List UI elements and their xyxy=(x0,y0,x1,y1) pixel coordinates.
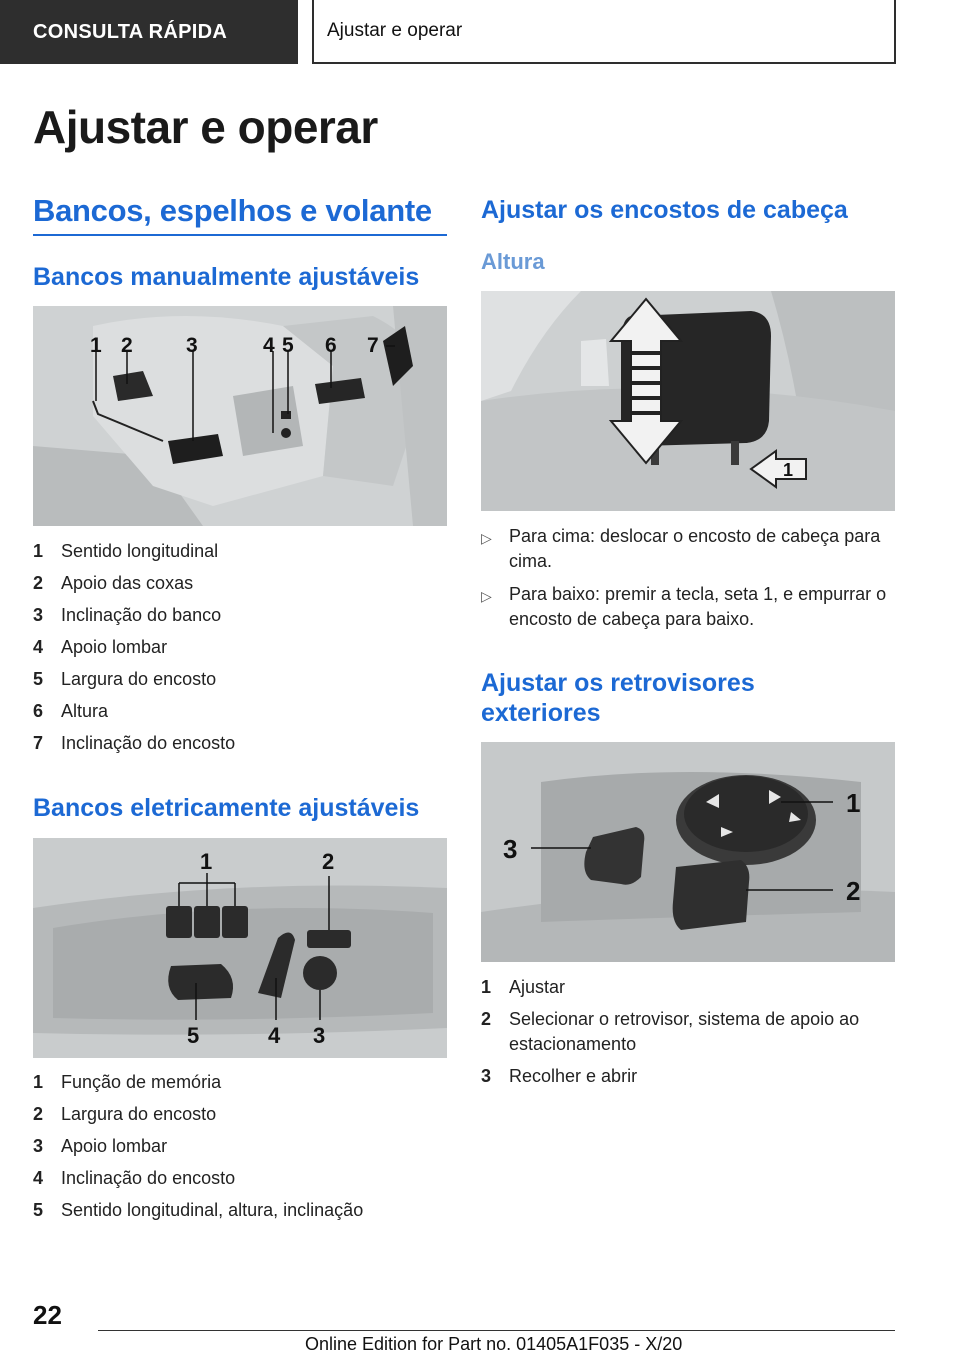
list-item xyxy=(481,975,895,1000)
item-number: 2 xyxy=(33,1104,44,1124)
manual-callout-3: 3 xyxy=(186,334,198,357)
chapter-tab[interactable] xyxy=(312,0,896,64)
item-text: Altura xyxy=(61,701,109,721)
mirror-callout-2: 2 xyxy=(846,876,861,906)
item-number: 4 xyxy=(33,1168,44,1188)
bullet-text: Para cima: deslocar o encosto de cabeça para cima. xyxy=(509,526,881,571)
mirror-legend xyxy=(481,975,895,1096)
mirror-callout-3: 3 xyxy=(503,834,518,864)
headrest-illustration xyxy=(481,291,895,511)
electric-seat-legend xyxy=(33,1070,447,1230)
item-number: 1 xyxy=(33,541,44,561)
item-text: Largura do encosto xyxy=(61,1104,217,1124)
list-item xyxy=(33,1102,447,1127)
item-number: 3 xyxy=(33,1136,44,1156)
electric-callout-5: 5 xyxy=(187,1023,200,1048)
mirror-callout-1: 1 xyxy=(846,788,861,818)
item-number: 4 xyxy=(33,637,44,657)
list-item xyxy=(33,731,447,756)
item-text: Inclinação do encosto xyxy=(61,1168,236,1188)
manual-seats-heading: Bancos manualmente ajustáveis xyxy=(33,263,420,291)
electric-callout-2: 2 xyxy=(322,849,335,874)
item-number: 7 xyxy=(33,733,44,753)
headrest-heading: Ajustar os encostos de cabeça xyxy=(481,196,848,224)
electric-seat-figure xyxy=(33,838,447,1058)
item-text: Ajustar xyxy=(509,977,566,997)
item-number: 2 xyxy=(33,573,44,593)
manual-seat-figure xyxy=(33,306,447,526)
electric-seat-illustration xyxy=(33,838,447,1058)
mirrors-heading-line-1: Ajustar os retrovisores xyxy=(481,669,755,697)
list-item xyxy=(33,603,447,628)
electric-callout-1: 1 xyxy=(200,849,213,874)
list-item xyxy=(33,635,447,660)
list-item xyxy=(33,1070,447,1095)
manual-callout-2: 2 xyxy=(121,334,133,357)
electric-callout-4: 4 xyxy=(268,1023,281,1048)
item-text: Inclinação do banco xyxy=(61,605,222,625)
footer-edition: Online Edition for Part no. 01405A1F035 - X/20 xyxy=(305,1334,683,1354)
item-number: 6 xyxy=(33,701,44,721)
item-text: Largura do encosto xyxy=(61,669,217,689)
list-item xyxy=(33,699,447,724)
item-text: Sentido longitudinal xyxy=(61,541,219,561)
item-number: 3 xyxy=(481,1066,492,1086)
list-item xyxy=(481,1064,895,1089)
bullet-text: Para baixo: premir a tecla, seta 1, e empurrar o encosto de cabeça para baixo. xyxy=(509,584,887,629)
manual-callout-4: 4 xyxy=(263,334,275,357)
mirrors-heading xyxy=(481,668,755,728)
section-label: CONSULTA RÁPIDA xyxy=(33,20,228,43)
triangle-bullet-icon: ▷ xyxy=(481,530,492,546)
list-item xyxy=(33,571,447,596)
mirror-control-figure xyxy=(481,742,895,962)
headrest-figure xyxy=(481,291,895,511)
section-divider xyxy=(33,234,447,236)
headrest-subheading: Altura xyxy=(481,249,545,274)
item-text: Função de memória xyxy=(61,1072,222,1092)
list-item xyxy=(481,1007,895,1057)
item-number: 2 xyxy=(481,1009,492,1029)
footer-divider xyxy=(98,1330,895,1331)
list-item xyxy=(33,1134,447,1159)
electric-seats-heading: Bancos eletricamente ajustáveis xyxy=(33,794,420,822)
item-number: 5 xyxy=(33,669,44,689)
manual-callout-6: 6 xyxy=(325,334,337,357)
manual-callout-5: 5 xyxy=(282,334,294,357)
manual-callout-1: 1 xyxy=(90,334,102,357)
headrest-bullets xyxy=(481,524,895,640)
list-item xyxy=(481,582,895,632)
list-item xyxy=(33,1166,447,1191)
page-title: Ajustar e operar xyxy=(33,101,378,153)
manual-seat-illustration xyxy=(33,306,447,526)
manual-callout-7: 7 xyxy=(367,334,379,357)
page-number: 22 xyxy=(33,1300,62,1330)
list-item xyxy=(33,1198,447,1223)
item-text: Selecionar o retrovisor, sistema de apoio ao estacionamento xyxy=(509,1009,860,1054)
item-number: 1 xyxy=(33,1072,44,1092)
item-number: 3 xyxy=(33,605,44,625)
item-text: Sentido longitudinal, altura, inclinação xyxy=(61,1200,364,1220)
manual-seat-legend xyxy=(33,539,447,763)
chapter-label: Ajustar e operar xyxy=(327,20,463,41)
mirror-control-illustration xyxy=(481,742,895,962)
list-item xyxy=(33,667,447,692)
section-title: Bancos, espelhos e volante xyxy=(33,193,432,228)
list-item xyxy=(33,539,447,564)
section-tab[interactable] xyxy=(0,0,298,64)
item-number: 5 xyxy=(33,1200,44,1220)
electric-callout-3: 3 xyxy=(313,1023,326,1048)
item-text: Recolher e abrir xyxy=(509,1066,638,1086)
triangle-bullet-icon: ▷ xyxy=(481,588,492,604)
item-text: Inclinação do encosto xyxy=(61,733,236,753)
item-text: Apoio lombar xyxy=(61,637,168,657)
list-item xyxy=(481,524,895,574)
item-number: 1 xyxy=(481,977,492,997)
headrest-callout-1: 1 xyxy=(783,460,794,480)
mirrors-heading-line-2: exteriores xyxy=(481,699,601,727)
item-text: Apoio das coxas xyxy=(61,573,194,593)
item-text: Apoio lombar xyxy=(61,1136,168,1156)
